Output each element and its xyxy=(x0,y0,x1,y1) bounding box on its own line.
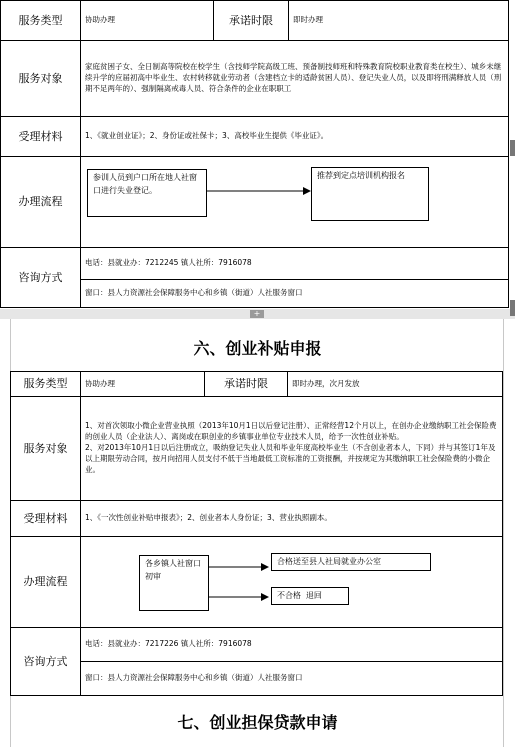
label-process: 办理流程 xyxy=(1,157,81,248)
service-table-subsidy xyxy=(10,371,503,696)
section-title-guarantee-loan: 七、创业担保贷款申请 xyxy=(177,713,338,732)
page-break-toggle[interactable]: + xyxy=(250,310,264,318)
label-process: 办理流程 xyxy=(11,537,81,628)
service-type-value: 协助办理 xyxy=(81,1,214,41)
consult-phone: 电话：县就业办：7217226 镇人社所：7916078 xyxy=(81,628,502,662)
flow-step-register: 参训人员到户口所在地人社窗口进行失业登记。 xyxy=(87,169,207,217)
materials-text: 1、《就业创业证》；2、身份证或社保卡；3、高校毕业生提供《毕业证》。 xyxy=(81,117,509,157)
consult-window: 窗口：县人力资源社会保障服务中心和乡镇（街道）人社服务窗口 xyxy=(85,288,303,298)
consult-cell xyxy=(81,628,503,696)
label-materials: 受理材料 xyxy=(1,117,81,157)
label-promise-time: 承诺时限 xyxy=(214,1,289,41)
service-target-item-2: 2、对2013年10月1日以后注册成立，吸纳登记失业人员和毕业年度高校毕业生（不含创业者本人，下同）并与其签订1年及以上期限劳动合同，按月向招用人员支付不低于当地最低工资标准的工资报酬，并按规定为其缴纳职工社会保险费的小微企业。 xyxy=(85,443,496,474)
consult-window: 窗口：县人力资源社会保障服务中心和乡镇（街道）人社服务窗口 xyxy=(85,673,303,683)
flow-step-initial-review: 各乡镇人社窗口初审 xyxy=(139,555,209,611)
label-consult: 咨询方式 xyxy=(11,628,81,696)
flow-result-fail: 不合格 退回 xyxy=(271,587,349,605)
materials-text: 1、《一次性创业补贴申报表》；2、创业者本人身份证；3、营业执照副本。 xyxy=(81,501,503,537)
label-service-type: 服务类型 xyxy=(11,372,81,397)
side-scroll-marker[interactable] xyxy=(510,140,515,156)
service-target-text: 家庭贫困子女、全日制高等院校在校学生（含技师学院高级工班、预备制技师班和特殊教育院校职业教育类在校生）、城乡未继续升学的应届初高中毕业生、农村转移就业劳动者（含建档立卡的适龄贫困人员）、登记失业人员，以及即将刑满释放人员（刑期不足两年的）、强制隔离戒毒人员、符合条件的企业在职职工 xyxy=(81,41,509,117)
flow-arrow-icon xyxy=(207,185,311,197)
section-title-startup-subsidy: 六、创业补贴申报 xyxy=(193,339,322,358)
flow-step-enroll: 推荐到定点培训机构报名 xyxy=(311,167,429,221)
flow-branch-arrows-icon xyxy=(209,557,269,607)
flow-result-pass: 合格送至县人社局就业办公室 xyxy=(271,553,431,571)
promise-time-value: 即时办理 xyxy=(289,1,509,41)
side-scroll-marker-2[interactable] xyxy=(510,300,515,316)
service-type-value: 协助办理 xyxy=(81,372,205,397)
promise-time-value: 即时办理，次月发放 xyxy=(288,372,503,397)
label-service-target: 服务对象 xyxy=(1,41,81,117)
label-service-type: 服务类型 xyxy=(1,1,81,41)
service-target-cell xyxy=(81,397,503,501)
consult-cell xyxy=(81,248,509,308)
process-flow-cell xyxy=(81,537,503,628)
consult-phone: 电话：县就业办：7212245 镇人社所：7916078 xyxy=(81,248,508,280)
process-flow-cell xyxy=(81,157,509,248)
label-service-target: 服务对象 xyxy=(11,397,81,501)
service-target-item-1: 1、对首次领取小微企业营业执照（2013年10月1日以后登记注册）、正常经营12个月以上，在创办企业缴纳职工社会保险费的创业人员（企业法人）、离岗或在职创业的乡镇事业单位专业技术人员，给予一次性创业补贴。 xyxy=(85,421,497,442)
label-materials: 受理材料 xyxy=(11,501,81,537)
label-consult: 咨询方式 xyxy=(1,248,81,308)
service-table-training xyxy=(0,0,509,308)
label-promise-time: 承诺时限 xyxy=(205,372,288,397)
